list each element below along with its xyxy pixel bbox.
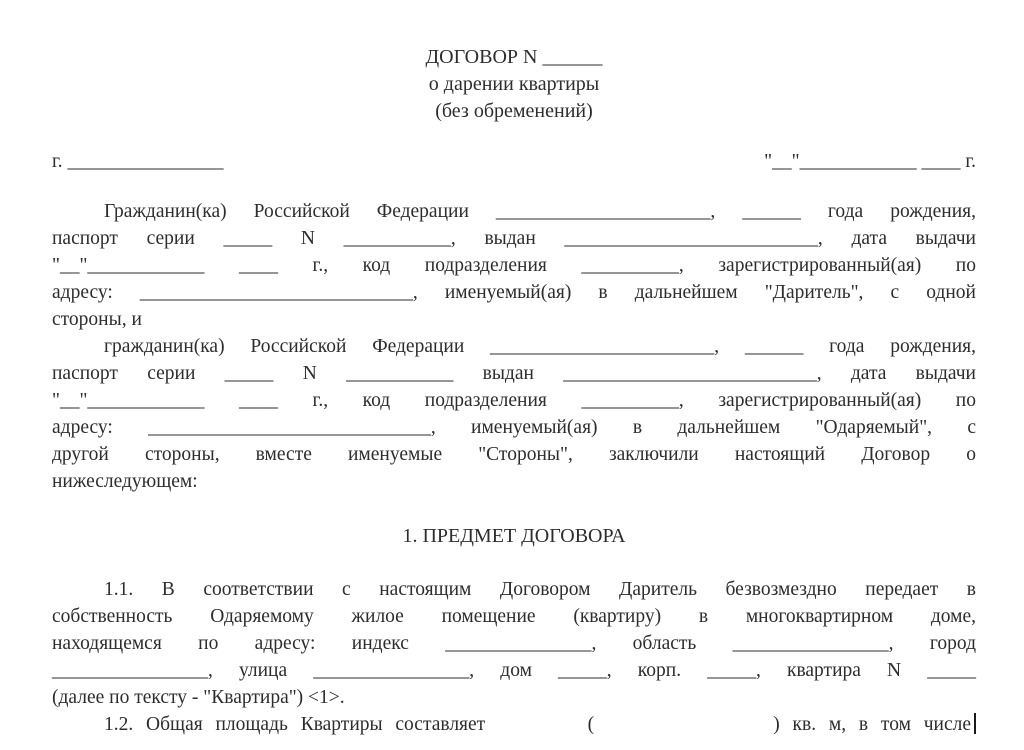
clause-1-1-paragraph — [52, 576, 976, 711]
text-line: находящемся по адресу: индекс _______________, область ________________, город — [52, 633, 976, 654]
text-line: (далее по тексту - "Квартира") <1>. — [52, 687, 345, 708]
text-line: 1.1. В соответствии с настоящим Договором Даритель безвозмездно передает в — [104, 579, 976, 600]
document-title-block — [52, 44, 976, 125]
text-line: другой стороны, вместе именуемые "Стороны", заключили настоящий Договор о — [52, 444, 976, 465]
document-subtitle-note: (без обременений) — [435, 100, 593, 122]
date-blank: "__"____________ ____ г. — [764, 151, 976, 172]
document-subtitle: о дарении квартиры — [428, 73, 600, 95]
clause-1-2-paragraph — [52, 711, 976, 738]
text-line-content: 1.2. Общая площадь Квартиры составляет ( ) кв. м, в том числе — [104, 714, 971, 735]
text-line: "__"____________ ____ г., код подразделения __________, зарегистрированный(ая) по — [52, 390, 976, 411]
city-blank: г. ________________ — [52, 151, 224, 172]
text-line: адресу: _____________________________, именуемый(ая) в дальнейшем "Одаряемый", с — [52, 417, 976, 438]
document-title: ДОГОВОР N ______ — [425, 46, 603, 68]
text-line — [52, 711, 976, 738]
text-line: собственность Одаряемому жилое помещение (квартиру) в многоквартирном доме, — [52, 606, 976, 627]
text-line: ________________, улица ________________, дом _____, корп. _____, квартира N _____ — [52, 660, 976, 681]
text-cursor-icon — [974, 713, 976, 734]
party2-paragraph — [52, 333, 976, 495]
text-line: Гражданин(ка) Российской Федерации ______________________, ______ года рождения, — [104, 201, 976, 222]
text-line: стороны, и — [52, 309, 142, 330]
text-line: паспорт серии _____ N ___________ выдан __________________________, дата выдачи — [52, 363, 976, 384]
text-line: "__"____________ ____ г., код подразделения __________, зарегистрированный(ая) по — [52, 255, 976, 276]
text-line: паспорт серии _____ N ___________, выдан __________________________, дата выдачи — [52, 228, 976, 249]
city-date-line — [52, 148, 976, 175]
text-line: гражданин(ка) Российской Федерации _______________________, ______ года рождения, — [104, 336, 976, 357]
text-line: нижеследующем: — [52, 471, 198, 492]
text-line: адресу: ____________________________, именуемый(ая) в дальнейшем "Даритель", с одной — [52, 282, 976, 303]
party1-paragraph — [52, 198, 976, 333]
section-heading: 1. ПРЕДМЕТ ДОГОВОРА — [402, 525, 626, 547]
